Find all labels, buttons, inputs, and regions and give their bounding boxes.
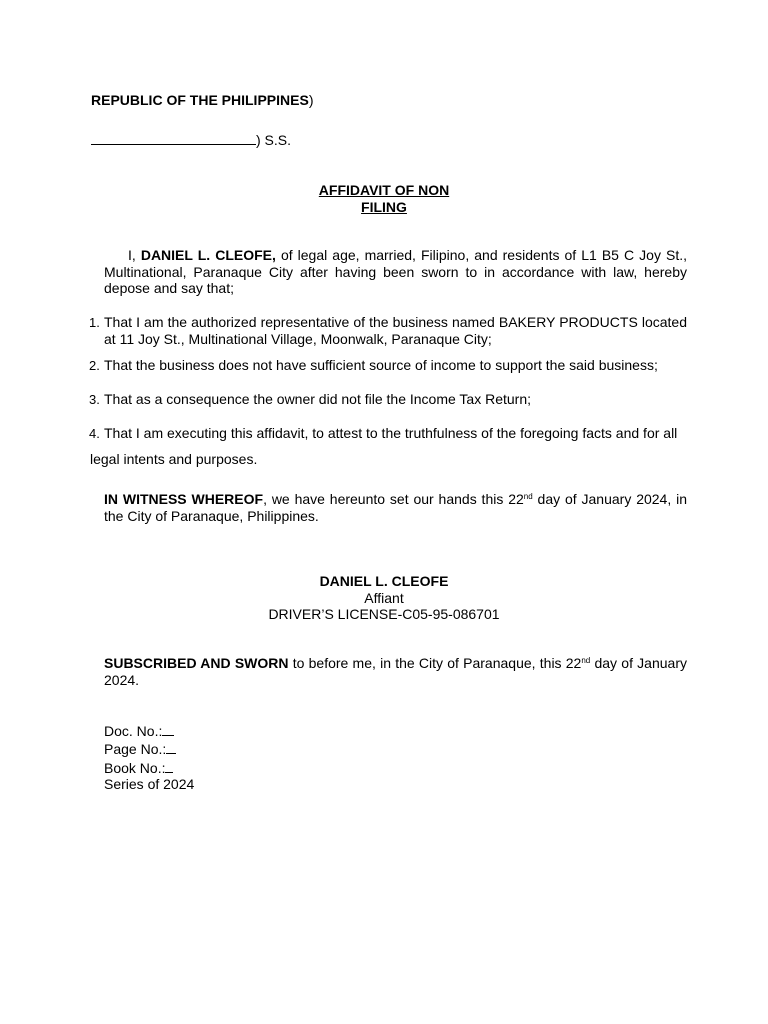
witness-paragraph [104,491,687,524]
doc-no [104,721,194,739]
notary-details [104,721,194,792]
item-number: 1. [89,315,100,330]
book-no-blank [165,758,173,773]
witness-text-1: , we have hereunto set our hands this 22 [263,491,524,507]
item-line-1: That I am the authorized representative of the business named BAKERY PRODUCTS located [104,314,687,330]
item-line-1: That the business does not have sufficient source of income to support the said business; [104,357,658,373]
subscribed-line-1 [104,655,687,672]
book-no-label: Book No.: [104,759,166,776]
item-line-1: That as a consequence the owner did not file the Income Tax Return; [104,391,531,407]
doc-no-label: Doc. No.: [104,723,163,739]
item-line-2: legal intents and purposes. [90,451,258,467]
subscribed-paragraph [104,655,687,688]
intro-line-1 [104,247,687,264]
signature-block [234,573,534,623]
subscribed-line-2: 2024. [104,671,140,688]
title-line-2: FILING [361,198,407,215]
list-item [89,314,687,347]
venue-blank [91,130,256,145]
item-number: 3. [89,392,100,407]
witness-line-2: the City of Paranaque, Philippines. [104,507,319,524]
affiant-name: DANIEL L. CLEOFE [319,573,449,589]
page-no [104,739,194,757]
book-no [104,758,194,776]
series: Series of 2024 [104,775,195,792]
list-item [89,425,687,468]
witness-ordinal: nd [523,492,533,501]
item-line-1: That I am executing this affidavit, to attest to the truthfulness of the foregoing facts and for all [104,425,678,441]
republic-paren: ) [308,92,314,108]
intro-paragraph [104,247,687,297]
republic-heading: REPUBLIC OF THE PHILIPPINES [91,92,309,108]
title-line-1: AFFIDAVIT OF NON [318,182,450,198]
subscribed-heading: SUBSCRIBED AND SWORN [104,655,289,671]
affiant-license: DRIVER’S LICENSE-C05-95-086701 [268,606,500,622]
item-number: 2. [89,358,100,373]
ss-label: ) S.S. [256,132,292,148]
witness-line-1 [104,491,687,508]
list-item [89,357,687,374]
subscribed-text-1: to before me, in the City of Paranaque, this 22 [288,655,582,671]
item-number: 4. [89,426,100,441]
page-no-label: Page No.: [104,741,167,758]
venue-line [91,130,291,149]
affiant-name-inline: DANIEL L. CLEOFE, [140,247,276,263]
republic-line [91,92,313,109]
item-line-2: at 11 Joy St., Multinational Village, Moonwalk, Paranaque City; [104,330,492,347]
intro-line-3: depose and say that; [104,280,234,296]
subscribed-text-2: day of January [590,655,687,671]
subscribed-ordinal: nd [581,656,591,665]
document-title [234,182,534,215]
intro-pre: I, [128,247,136,263]
doc-no-blank [162,721,174,736]
intro-line1-rest: of legal age, married, Filipino, and residents of L1 B5 C Joy St., [280,247,687,263]
page-no-blank [166,739,176,754]
witness-heading: IN WITNESS WHEREOF [104,491,264,507]
affiant-role: Affiant [364,589,404,606]
list-item [89,391,687,408]
intro-line-2: Multinational, Paranaque City after having been sworn to in accordance with law, hereby [104,263,687,280]
witness-text-2: day of January 2024, in [532,491,687,507]
